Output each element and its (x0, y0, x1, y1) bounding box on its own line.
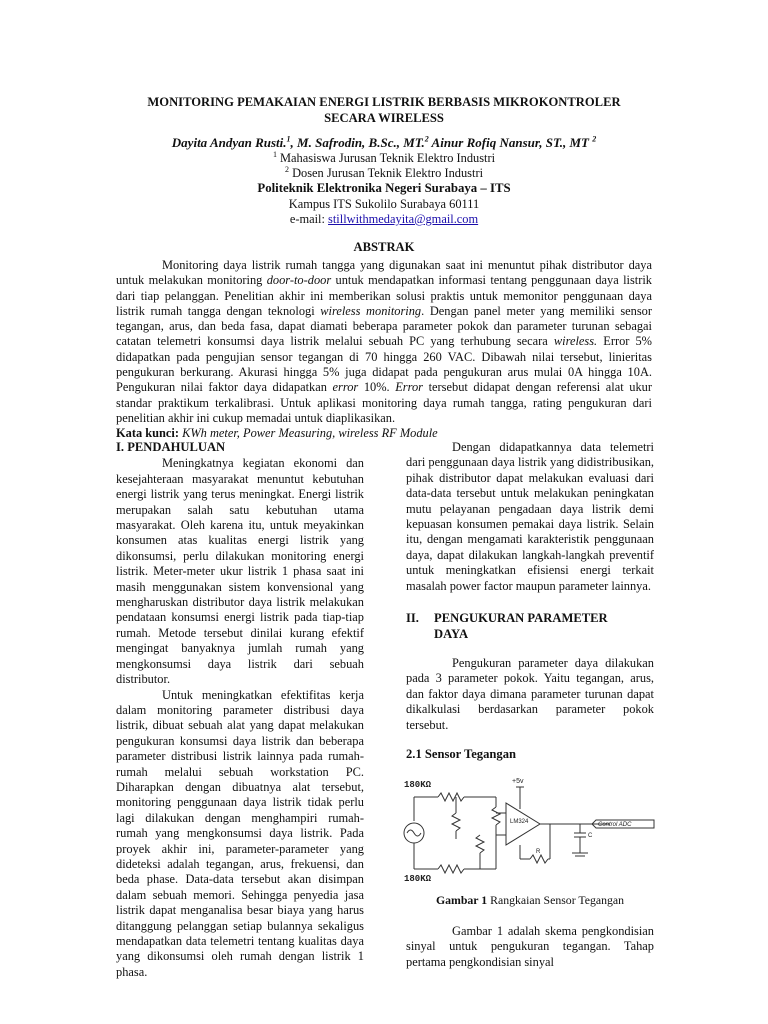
author-list (40, 135, 728, 151)
keywords-label: Kata kunci: (116, 426, 183, 441)
right-paragraph-2: Pengukuran parameter daya dilakukan pada 3 parameter pokok. Yaitu tegangan, arus, dan faktor daya dimana parameter turunan dapat dikalkulasi berdasarkan parameter pokok tersebut. (406, 656, 654, 732)
abstract-em-2: wireless monitoring (320, 303, 422, 318)
right-paragraph-3: Gambar 1 adalah skema pengkondisian sinyal untuk pengukuran tegangan. Tahap pertama pengkondisian sinyal (406, 923, 654, 969)
abstract-heading: ABSTRAK (353, 240, 415, 254)
abstract-em-3: wireless. (553, 334, 598, 349)
feedback-resistor-label: R (536, 848, 541, 855)
section-1-heading: I. PENDAHULUAN (116, 440, 226, 454)
affiliation-2 (40, 166, 728, 181)
left-column (116, 440, 364, 980)
campus-address: Kampus ITS Sukolilo Surabaya 60111 (288, 197, 480, 211)
resistor-feedback (530, 855, 548, 863)
right-column (406, 440, 654, 970)
affiliation-1 (40, 151, 728, 166)
abstract-em-5: Error (395, 380, 424, 395)
sine-icon (407, 830, 421, 836)
author-1-sup: 1 (286, 134, 291, 144)
resistor-top-label: 180KΩ (404, 779, 432, 790)
institution: Politeknik Elektronika Negeri Surabaya – ITS (257, 181, 511, 195)
keywords-text: KWh meter, Power Measuring, wireless RF Module (182, 426, 438, 441)
email-line (40, 212, 728, 227)
intro-paragraph-2: Untuk meningkatkan efektifitas kerja dalam monitoring parameter distribusi daya listrik, dibuat sebuah alat yang dapat melakukan pengukuran konsumsi daya listrik dan beberapa parameter distribusi listrik lainnya pada rumah-rumah melalui sebuah workstation PC. Diharapkan dengan dibuatnya alat tersebut, monitoring penggunaan daya listrik tidak perlu lagi dilakukan dengan menghampiri rumah-rumah yang mengkonsumsi daya listrik. Pada proyek akhir ini, parameter-parameter yang dideteksi adalah tegangan, arus, frekuensi, dan beda phase. Data-data tersebut akan disimpan dalam sebuah memori. Sehingga penyedia jasa listrik dapat menganalisa besar biaya yang harus ditanggung pelanggan setiap bulannya sekaligus mendapatkan data telemetri tentang kualitas daya yang dikonsumsi oleh rumah dengan listrik 1 phasa. (116, 687, 364, 979)
abstract-text-5: 10%. (358, 380, 396, 395)
author-2-sup: 2 (424, 134, 429, 144)
title-line-1: MONITORING PEMAKAIAN ENERGI LISTRIK BERBASIS MIKROKONTROLER (147, 95, 621, 109)
subsection-2-1-heading: 2.1 Sensor Tegangan (406, 747, 516, 762)
intro-paragraph-1: Meningkatnya kegiatan ekonomi dan kesejahteraan masyarakat menuntut kebutuhan energi listrik yang terus meningkat. Energi listrik merupakan salah satu kebutuhan utama masyarakat. Oleh karena itu, untuk meyakinkan konsumen atas kualitas energi listrik yang dikonsumsi, perlu dilakukan monitoring energi listrik. Meter-meter ukur listrik 1 phasa saat ini masih menggunakan sistem konvensional yang mengharuskan distributor daya listrik melakukan pendataan konsumsi energi listrik pada tiap-tiap rumah. Metode tersebut dinilai kurang efektif mengingat banyaknya jumlah rumah yang mengkonsumsi daya listrik dari sebuah distributor. (116, 456, 364, 687)
abstract-text-1: Monitoring daya listrik rumah tangga yang digunakan saat ini menuntut pihak distributor daya untuk melakukan monitoring (116, 258, 652, 288)
abstract-body (116, 258, 652, 442)
email-label: e-mail: (289, 212, 329, 226)
section-2-title (434, 610, 608, 642)
figure-1-caption-text: Rangkaian Sensor Tegangan (487, 892, 625, 907)
affiliation-1-sup: 1 (272, 149, 277, 159)
abstract-paragraph (116, 258, 652, 426)
section-2-title-line-2: DAYA (434, 627, 469, 642)
resistor-bottom-label: 180KΩ (404, 873, 432, 884)
title-line-2: SECARA WIRELESS (324, 111, 444, 125)
output-label: Control ADC (598, 821, 632, 828)
section-2-title-line-1: PENGUKURAN PARAMETER (434, 611, 608, 626)
author-2: , M. Safrodin, B.Sc., MT. (290, 135, 425, 150)
resistor-top (438, 793, 464, 801)
abstract-text-6: tersebut didapat dengan referensi alat ukur standar praktikum terkalibrasi. Untuk aplikasi monitoring daya rumah tangga, rating pengukuran dari penelitian akhir ini cukup memadai untuk diaplikasikan. (116, 380, 652, 425)
voltage-sensor-circuit-figure (400, 773, 658, 885)
author-3-sup: 2 (592, 134, 597, 144)
figure-1-caption-label: Gambar 1 (435, 892, 488, 907)
abstract-em-1: door-to-door (266, 273, 332, 288)
section-2-heading (406, 610, 654, 642)
email-link[interactable]: stillwithmedayita@gmail.com (328, 212, 479, 226)
resistor-bottom (438, 865, 464, 873)
section-2-number: II. (406, 611, 419, 626)
author-1: Dayita Andyan Rusti. (171, 135, 287, 150)
abstract-em-4: error (332, 380, 359, 395)
right-paragraph-1: Dengan didapatkannya data telemetri dari penggunaan daya listrik yang didistribusikan, pihak distributor dapat melakukan evaluasi dari data-data tersebut untuk melakukan peningkatan mutu pelayanan pengadaan daya listrik demi kepuasan konsumen pemakai daya listrik. Selain itu, dengan mengamati karakteristik penggunaan daya, dapat dilakukan langkah-langkah preventif untuk meningkatkan efisiensi energi terkait masalah power factor maupun parameter lainnya. (406, 440, 654, 593)
op-amp-label: LM324 (510, 818, 529, 825)
resistor-divider-2 (492, 807, 500, 825)
resistor-divider-3 (476, 835, 484, 853)
capacitor-label: C (588, 832, 593, 839)
figure-1-caption (406, 893, 654, 908)
abstract-text-3: . Dengan panel meter yang memiliki sensor tegangan, arus, dan beda fasa, dapat diamati beberapa parameter pokok dan parameter turunan sebagai catatan telemetri konsumsi daya listrik melalui sebuah PC yang terhubung secara (116, 303, 653, 349)
affiliation-1-text: Mahasiswa Jurusan Teknik Elektro Industri (276, 151, 496, 165)
abstract-text-2: untuk mendapatkan informasi tentang penggunaan daya listrik dari tiap pelanggan. Penelitian akhir ini memberikan solusi praktis untuk memonitor penggunaan daya listrik rumah tangga dengan teknologi (116, 273, 653, 318)
affiliation-2-text: Dosen Jurusan Teknik Elektro Industri (288, 166, 484, 180)
vcc-label: +5v (512, 777, 524, 785)
affiliation-2-sup: 2 (284, 164, 289, 174)
resistor-divider-1 (452, 813, 460, 831)
abstract-text-4: Error 5% didapatkan pada pengujian sensor tegangan di 70 hingga 260 VAC. Dibawah nilai tersebut, linieritas pengukuran berkurang. Akurasi hingga 5% juga didapat pada pengukuran arus mulai 0A hingga 10A. Pengukuran nilai faktor daya didapatkan (116, 334, 652, 395)
paper-title (60, 94, 708, 126)
author-3: Ainur Rofiq Nansur, ST., MT (428, 135, 593, 150)
